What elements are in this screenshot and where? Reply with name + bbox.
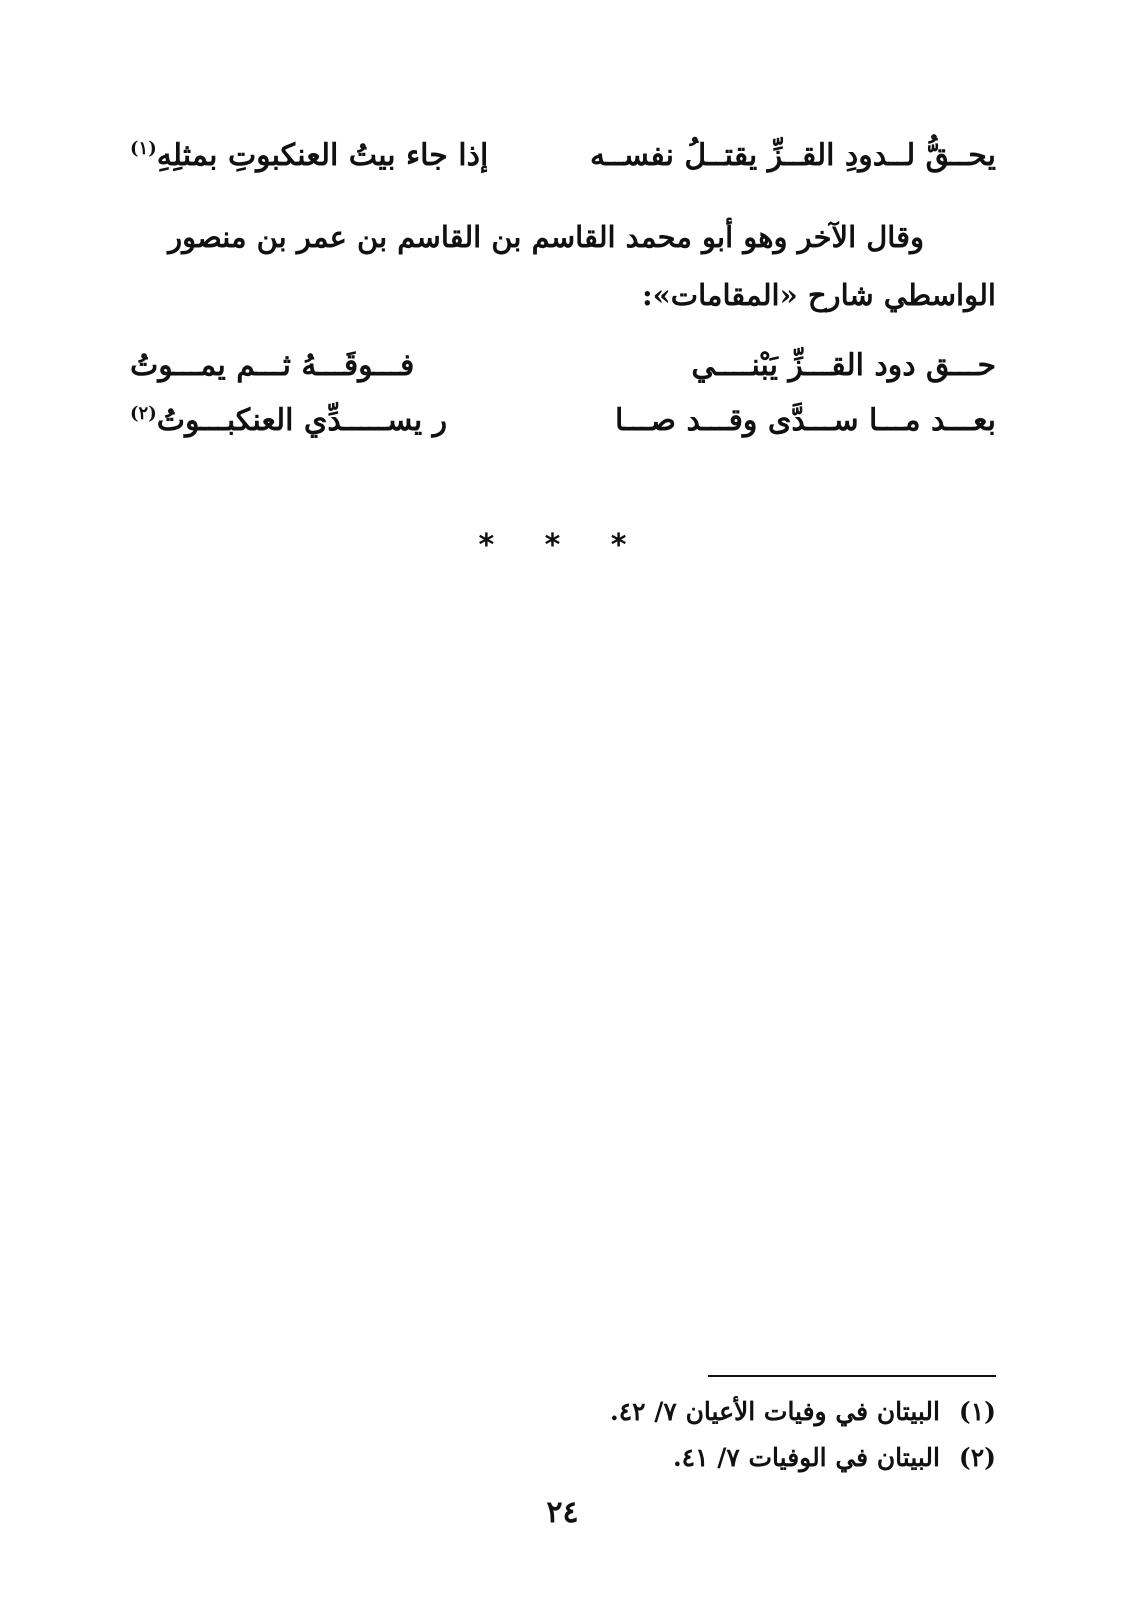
hemistich-first [691, 338, 996, 394]
hemistich-first [615, 393, 996, 449]
hemistich-second [130, 338, 414, 394]
hemistich-text: يحــقُّ لــدودِ القــزِّ يقتــلُ نفســه [589, 138, 996, 173]
footnote-divider [708, 1375, 996, 1377]
hemistich-second [130, 128, 488, 184]
hemistich-second [130, 393, 447, 449]
page-number: ٢٤ [546, 1495, 579, 1530]
hemistich-text: ر يســـــدِّي العنكبـــوتُ [156, 403, 448, 438]
hemistich-text: حـــق دود القـــزِّ يَبْنــــي [691, 348, 996, 383]
prose-line-2: الواسطي شارح «المقامات»: [641, 278, 996, 312]
hemistich-first [590, 128, 996, 184]
footnote-number: (٢) [958, 1443, 996, 1472]
footnote-number: (١) [958, 1397, 996, 1426]
footnote-text: البيتان في الوفيات ٧/ ٤١. [672, 1443, 940, 1472]
prose-line-1: وقال الآخر وهو أبو محمد القاسم بن القاسم بن عمر بن منصور [168, 220, 924, 254]
footnote-text: البيتان في وفيات الأعيان ٧/ ٤٢. [610, 1397, 940, 1426]
hemistich-text: فـــوقَـــهُ ثـــم يمـــوتُ [130, 348, 415, 383]
prose-paragraph [130, 208, 996, 324]
verse-line-1 [130, 128, 996, 184]
hemistich-text: بعـــد مـــا ســـدَّى وقـــد صـــا [615, 403, 996, 438]
verse-line-2 [130, 338, 996, 394]
footnote-2 [400, 1436, 996, 1480]
footnote-ref-2: (٢) [130, 403, 157, 424]
footnote-ref-1: (١) [130, 138, 157, 159]
hemistich-text: إذا جاء بيتُ العنكبوتِ بمثلِهِ [156, 138, 489, 173]
footnote-1 [400, 1390, 996, 1434]
verse-line-3 [130, 393, 996, 449]
section-ornament: * * * [478, 528, 647, 563]
